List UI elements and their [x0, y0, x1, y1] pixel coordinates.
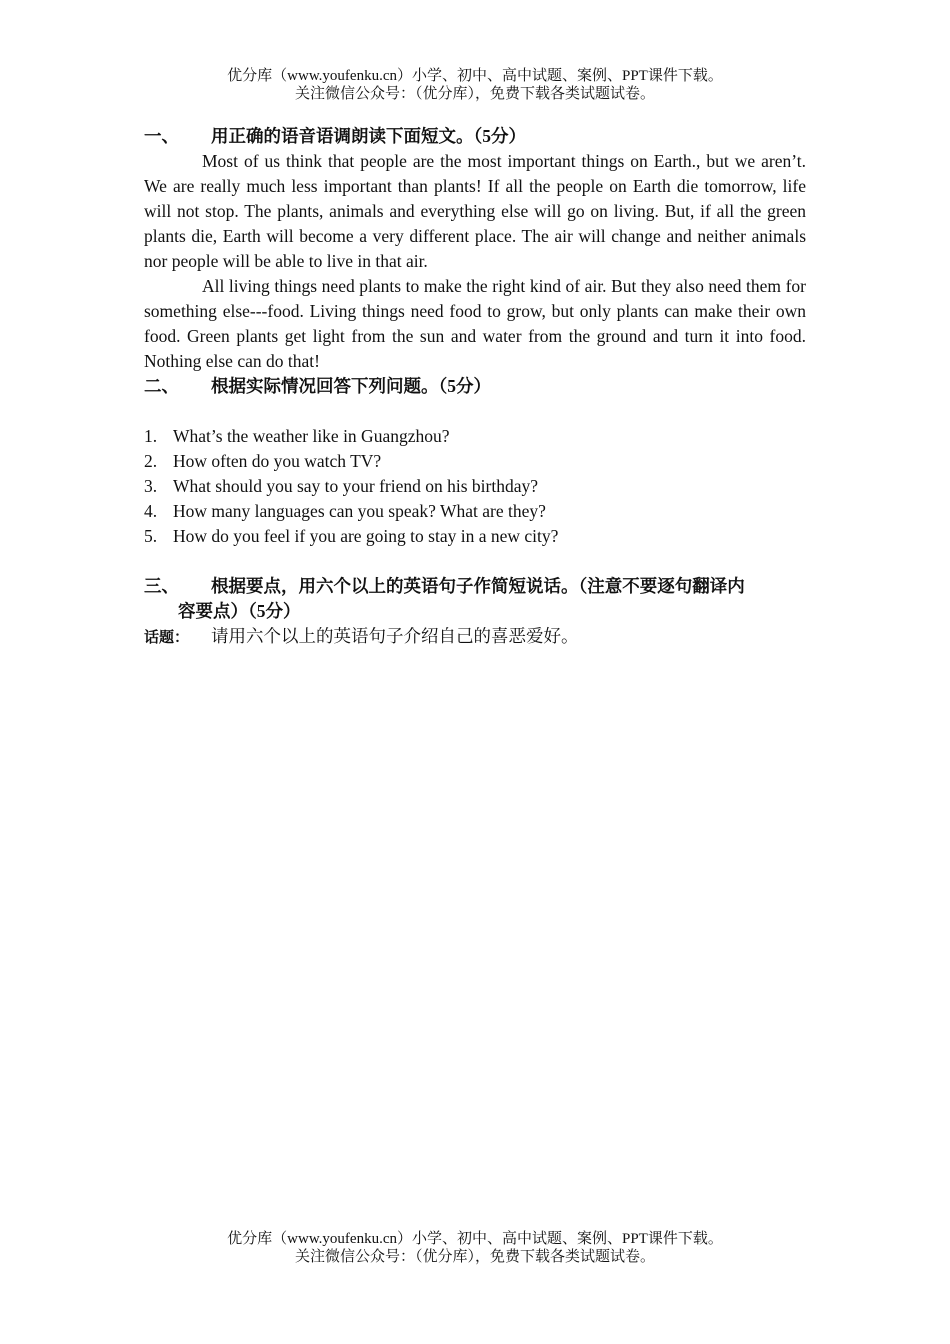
section-1-number: 一、: [144, 126, 179, 146]
section-1-title: 用正确的语音语调朗读下面短文。（5分）: [211, 126, 526, 146]
question-text: How do you feel if you are going to stay in a new city?: [173, 526, 559, 546]
section-3-title-line-2: 容要点）（5分）: [178, 601, 301, 621]
question-number: 2.: [144, 451, 158, 471]
question-text: How many languages can you speak? What are they?: [173, 501, 546, 521]
reading-passage: [144, 149, 806, 374]
footer-line-1: 优分库（www.youfenku.cn）小学、初中、高中试题、案例、PPT课件下载。: [227, 1231, 723, 1247]
footer-line-2: 关注微信公众号：（优分库），免费下载各类试题试卷。: [294, 1249, 655, 1265]
section-3-heading: [144, 574, 806, 624]
header-line-1: 优分库（www.youfenku.cn）小学、初中、高中试题、案例、PPT课件下载。: [227, 68, 723, 84]
section-2-number: 二、: [144, 376, 179, 396]
list-item: [144, 474, 806, 499]
question-number: 3.: [144, 476, 158, 496]
topic-line: [144, 624, 806, 651]
spacer: [144, 399, 806, 424]
page-footer: [0, 1230, 950, 1266]
list-item: [144, 424, 806, 449]
section-3-number: 三、: [144, 576, 179, 596]
topic-text: 请用六个以上的英语句子介绍自己的喜恶爱好。: [211, 626, 579, 646]
exam-content: [144, 124, 806, 651]
list-item: [144, 449, 806, 474]
list-item: [144, 524, 806, 549]
passage-paragraph-2: All living things need plants to make the right kind of air. But they also need them for something else---food. Living things need food to grow, but only plants can make their own food. Green plants get light from the sun and water from the ground and turn it into food. Nothing else can do that!: [144, 276, 806, 371]
question-list: [144, 424, 806, 549]
question-number: 1.: [144, 426, 158, 446]
section-2-title: 根据实际情况回答下列问题。（5分）: [211, 376, 491, 396]
spacer: [144, 549, 806, 574]
page-header: [0, 67, 950, 103]
section-2-heading: [144, 374, 806, 399]
question-number: 4.: [144, 501, 158, 521]
list-item: [144, 499, 806, 524]
section-3-title-line-1: 根据要点，用六个以上的英语句子作简短说话。（注意不要逐句翻译内: [211, 576, 745, 596]
question-number: 5.: [144, 526, 158, 546]
passage-paragraph-1: Most of us think that people are the most important things on Earth., but we aren’t. We are really much less important than plants! If all the people on Earth die tomorrow, life will not stop. The plants, animals and everything else will go on living. But, if all the green plants die, Earth will become a very different place. The air will change and neither animals nor people will be able to live in that air.: [144, 151, 806, 271]
question-text: What’s the weather like in Guangzhou?: [173, 426, 450, 446]
header-line-2: 关注微信公众号：（优分库），免费下载各类试题试卷。: [294, 86, 655, 102]
topic-label: 话题：: [144, 630, 190, 646]
section-1-heading: [144, 124, 806, 149]
question-text: What should you say to your friend on his birthday?: [173, 476, 539, 496]
question-text: How often do you watch TV?: [173, 451, 382, 471]
